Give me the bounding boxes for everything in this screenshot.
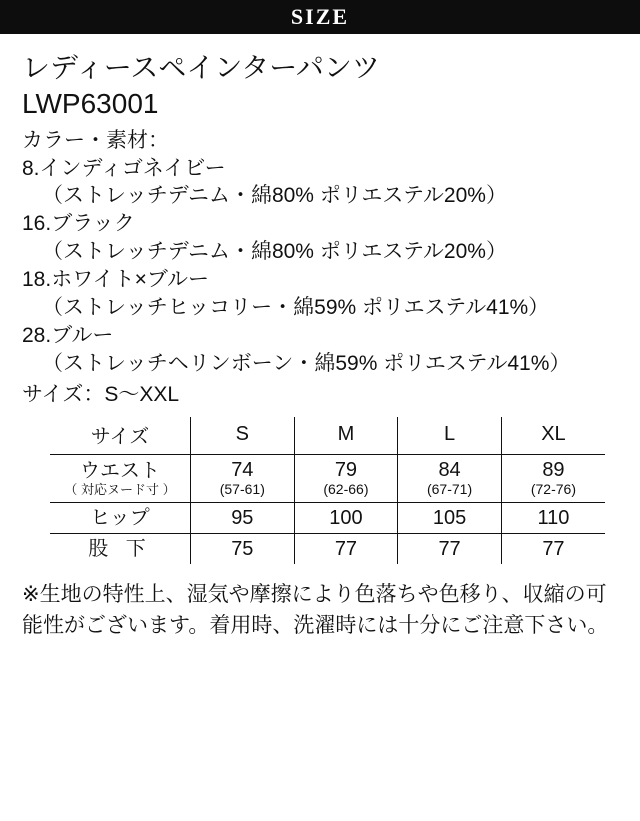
product-name: レディースペインターパンツ	[22, 52, 380, 83]
table-cell-value: 95	[231, 507, 254, 530]
table-cell-value: 84	[438, 459, 461, 482]
table-cell-value: 105	[432, 507, 467, 530]
table-column-header: XL	[501, 417, 605, 455]
color-option-material: （ストレッチヒッコリー・綿59% ポリエステル41%）	[42, 296, 550, 320]
table-row-label-main: 股 下	[88, 538, 152, 561]
table-cell	[501, 534, 605, 565]
color-option: 16.ブラック	[22, 212, 135, 236]
table-cell-value: 110	[537, 507, 570, 530]
table-row-label	[50, 455, 191, 503]
color-option-material: （ストレッチデニム・綿80% ポリエステル20%）	[42, 184, 507, 208]
table-row-label-main: ウエスト	[80, 459, 160, 482]
table-row	[50, 534, 605, 565]
color-option: 8.インディゴネイビー	[22, 156, 226, 180]
color-material-heading: カラー・素材：	[22, 128, 169, 152]
page-header-bar	[0, 0, 640, 34]
color-option: 28.ブルー	[22, 324, 114, 348]
size-measurement-table	[50, 417, 605, 564]
color-option-material: （ストレッチヘリンボーン・綿59% ポリエステル41%）	[42, 351, 571, 375]
table-column-header: S	[191, 417, 295, 455]
table-cell-subvalue: (72-76)	[530, 481, 576, 498]
color-option-material: （ストレッチデニム・綿80% ポリエステル20%）	[42, 240, 507, 264]
table-column-header: サイズ	[50, 417, 191, 455]
color-option: 18.ホワイト×ブルー	[22, 268, 209, 292]
table-cell	[294, 534, 398, 565]
table-cell-value: 77	[438, 538, 461, 561]
table-cell	[398, 455, 502, 503]
table-cell	[191, 455, 295, 503]
table-cell-value: 79	[334, 459, 358, 482]
page-header-title: SIZE	[290, 4, 350, 29]
page-content	[0, 34, 640, 641]
table-cell	[398, 534, 502, 565]
table-row-label	[50, 503, 191, 534]
table-cell-subvalue: (67-71)	[426, 481, 473, 498]
color-material-block	[22, 127, 618, 378]
table-cell	[191, 503, 295, 534]
product-model-number: LWP63001	[22, 88, 159, 119]
care-note: ※生地の特性上、湿気や摩擦により色落ちや色移り、収縮の可能性がございます。着用時、洗濯時には十分にご注意下さい。	[22, 583, 609, 637]
table-cell	[501, 503, 605, 534]
table-cell-subvalue: (57-61)	[219, 481, 265, 498]
table-row-label-sub: （ 対応ヌード寸 ）	[64, 481, 176, 497]
table-cell	[294, 503, 398, 534]
size-range-label: サイズ：S〜XXL	[22, 382, 180, 406]
table-cell-value: 89	[542, 459, 565, 482]
table-cell-value: 75	[231, 538, 254, 561]
table-cell-value: 100	[329, 507, 363, 530]
table-cell	[191, 534, 295, 565]
table-cell-value: 74	[231, 459, 254, 482]
table-row-label-main: ヒップ	[90, 507, 150, 530]
table-cell-value: 77	[542, 538, 565, 561]
table-cell-subvalue: (62-66)	[323, 481, 369, 498]
table-cell	[294, 455, 398, 503]
table-row-label	[50, 534, 191, 565]
table-column-header: M	[294, 417, 398, 455]
table-cell	[398, 503, 502, 534]
table-header-row	[50, 417, 605, 455]
table-cell	[501, 455, 605, 503]
table-column-header: L	[398, 417, 502, 455]
table-row	[50, 503, 605, 534]
table-cell-value: 77	[334, 538, 358, 561]
table-row	[50, 455, 605, 503]
